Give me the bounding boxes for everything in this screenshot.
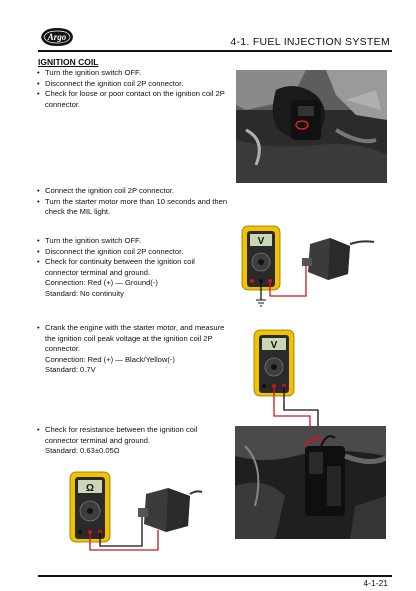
footer-divider [38,575,392,577]
logo-text: Argo [47,32,67,42]
argo-logo [39,27,75,47]
step-4-standard: Standard: 0.7V [45,365,96,375]
resistance-test-illustration [68,470,203,558]
section-title: IGNITION COIL [38,57,99,67]
step-5-instructions [37,425,227,457]
meter-2-symbol: V [270,340,278,351]
step-1-item: • Turn the ignition switch OFF. [37,68,237,79]
step-4-item: • Crank the engine with the starter motor, and measure the ignition coil peak voltage at the ignition coil 2P connector. [37,323,237,355]
continuity-test-illustration [240,224,380,308]
meter-3-symbol: Ω [85,483,95,494]
peak-voltage-meter-illustration [250,328,298,408]
step-4-instructions [37,323,237,376]
step-4-connection: Connection: Red (+) — Black/Yellow(-) [45,354,175,364]
coil-connector-probe-photo [235,426,386,539]
chapter-title: 4-1. FUEL INJECTION SYSTEM [230,36,390,48]
step-2-item: • Connect the ignition coil 2P connector. [37,186,237,197]
step-3-item: • Check for continuity between the ignition coil connector terminal and ground. [37,257,227,278]
step-3-connection: Connection: Red (+) — Ground(-) [45,278,158,288]
header-divider [38,50,392,52]
step-1-item: • Disconnect the ignition coil 2P connector. [37,79,237,90]
step-1-item: • Check for loose or poor contact on the ignition coil 2P connector. [37,89,237,110]
step-2-instructions [37,186,237,218]
step-2-item: • Turn the starter motor more than 10 seconds and then check the MIL light. [37,197,237,218]
step-1-instructions [37,68,237,110]
page-number: 4-1-21 [363,578,388,588]
step-5-item: • Check for resistance between the ignition coil connector terminal and ground. [37,425,227,446]
ignition-coil-connector-photo [236,70,387,183]
step-3-instructions [37,236,227,300]
meter-1-symbol: V [257,236,265,247]
step-5-standard: Standard: 0.63±0.05Ω [45,446,120,456]
step-3-item: • Turn the ignition switch OFF. [37,236,227,247]
step-3-standard: Standard: No continuity [45,288,124,298]
step-3-item: • Disconnect the ignition coil 2P connector. [37,247,227,258]
